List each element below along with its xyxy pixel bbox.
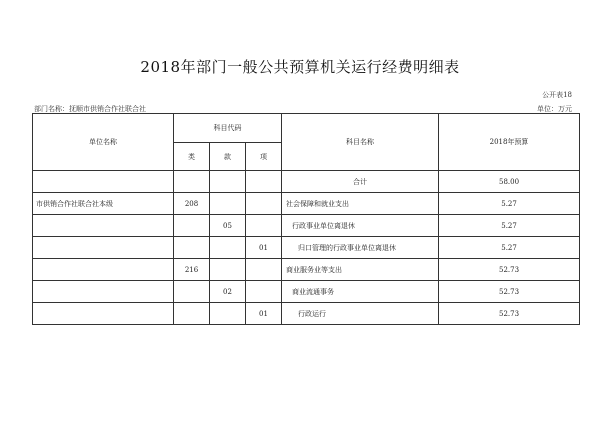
header-subject-code: 科目代码 (174, 114, 282, 143)
row-value: 52.73 (439, 303, 580, 325)
row-section: 05 (210, 215, 246, 237)
total-section-cell (210, 171, 246, 193)
total-row (33, 171, 580, 193)
table-row (33, 281, 580, 303)
header-class: 类 (174, 143, 210, 171)
row-unit (33, 237, 174, 259)
row-item (246, 259, 282, 281)
row-class (174, 281, 210, 303)
row-section (210, 193, 246, 215)
row-unit (33, 303, 174, 325)
table-number: 公开表18 (542, 91, 572, 99)
row-unit: 市供销合作社联合社本级 (33, 193, 174, 215)
table-row (33, 193, 580, 215)
total-value: 58.00 (439, 171, 580, 193)
row-subject-name: 行政事业单位离退休 (282, 215, 439, 237)
header-section: 款 (210, 143, 246, 171)
total-class-cell (174, 171, 210, 193)
row-unit (33, 259, 174, 281)
row-section (210, 237, 246, 259)
table-row (33, 215, 580, 237)
row-item (246, 215, 282, 237)
row-subject-name: 归口管理的行政事业单位离退休 (282, 237, 439, 259)
row-item (246, 193, 282, 215)
row-unit (33, 281, 174, 303)
total-unit-cell (33, 171, 174, 193)
table-row (33, 303, 580, 325)
row-subject-name: 商业流通事务 (282, 281, 439, 303)
row-section (210, 259, 246, 281)
row-value: 52.73 (439, 259, 580, 281)
row-section (210, 303, 246, 325)
unit-label: 单位：万元 (537, 105, 572, 113)
row-class (174, 237, 210, 259)
row-subject-name: 社会保障和就业支出 (282, 193, 439, 215)
row-subject-name: 行政运行 (282, 303, 439, 325)
table-row (33, 259, 580, 281)
row-class (174, 303, 210, 325)
row-item: 01 (246, 303, 282, 325)
header-budget: 2018年预算 (439, 114, 580, 171)
row-section: 02 (210, 281, 246, 303)
row-value: 52.73 (439, 281, 580, 303)
row-item: 01 (246, 237, 282, 259)
row-unit (33, 215, 174, 237)
header-subject-name: 科目名称 (282, 114, 439, 171)
row-value: 5.27 (439, 237, 580, 259)
row-value: 5.27 (439, 193, 580, 215)
header-item: 项 (246, 143, 282, 171)
row-value: 5.27 (439, 215, 580, 237)
department-name: 部门名称：抚顺市供销合作社联合社 (34, 105, 146, 113)
total-label: 合计 (282, 171, 439, 193)
budget-table (32, 113, 580, 325)
row-class: 208 (174, 193, 210, 215)
row-item (246, 281, 282, 303)
row-subject-name: 商业服务业等支出 (282, 259, 439, 281)
row-class: 216 (174, 259, 210, 281)
table-row (33, 237, 580, 259)
header-unit-name: 单位名称 (33, 114, 174, 171)
row-class (174, 215, 210, 237)
total-item-cell (246, 171, 282, 193)
page-title: 2018年部门一般公共预算机关运行经费明细表 (140, 58, 460, 76)
